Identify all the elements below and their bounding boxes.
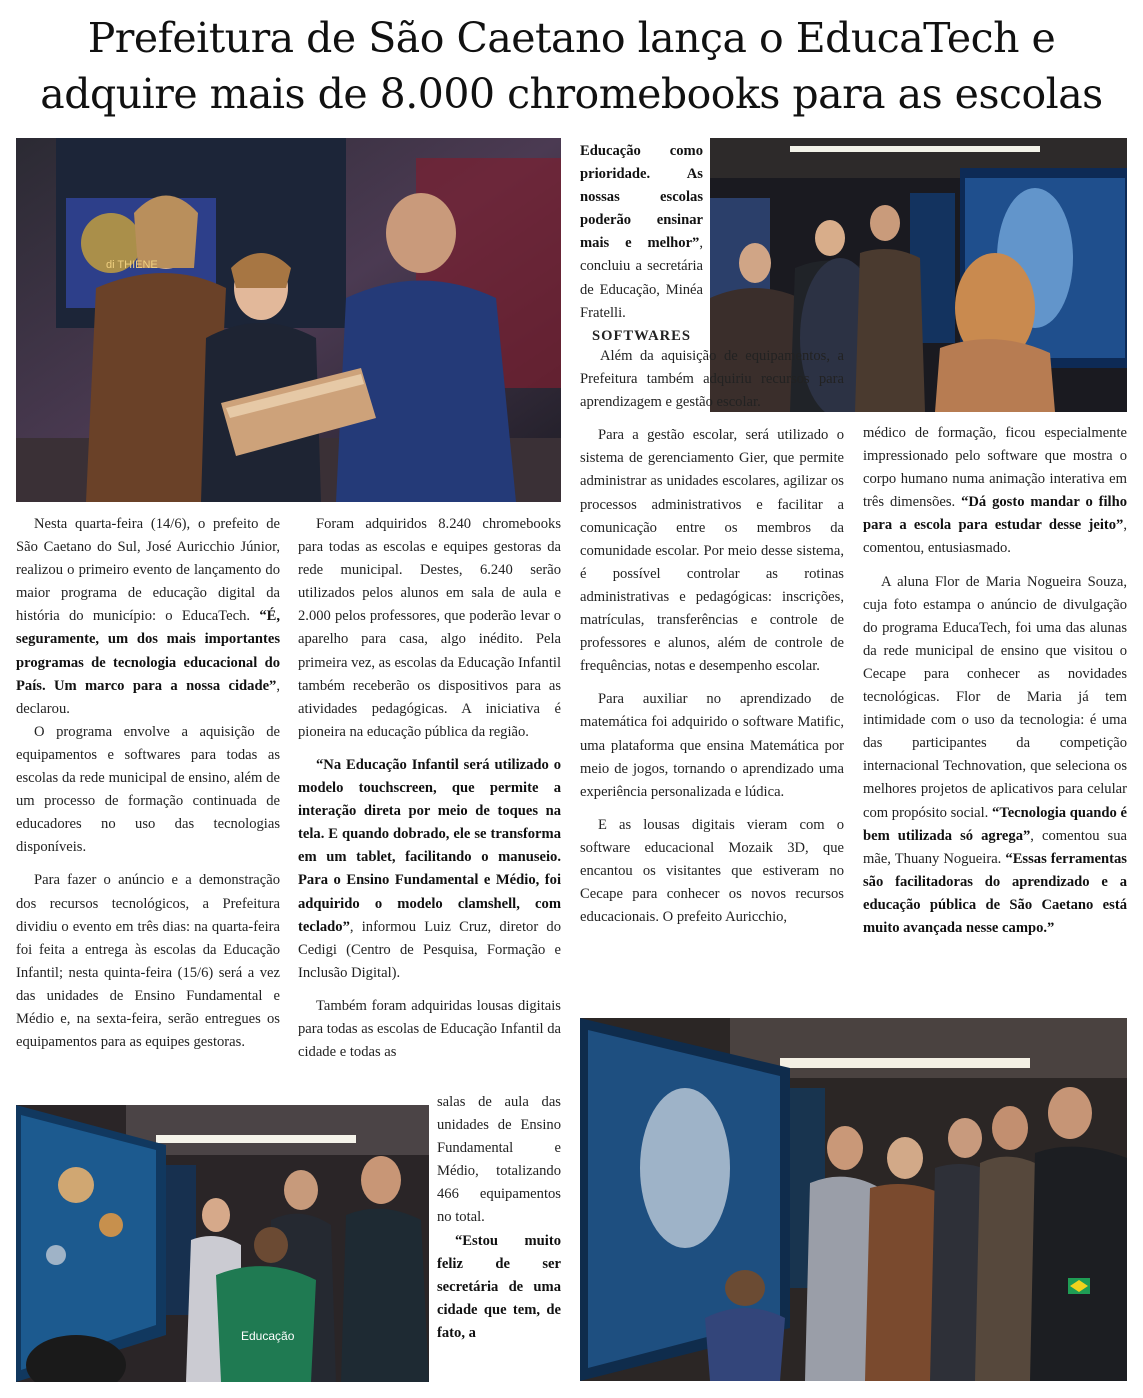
photo-officials-chromebook-box-icon (16, 138, 561, 502)
article-column-2 (298, 513, 561, 1064)
col2-narrow-quote: “Estou muito feliz de ser secretária de uma cidade que tem, de fato, a (437, 1232, 561, 1341)
headline-line-1: Prefeitura de São Caetano lança o EducaTech e (87, 14, 1056, 62)
col1-paragraph-1 (16, 513, 280, 721)
article-headline (0, 10, 1143, 122)
article-column-2-narrow (437, 1091, 561, 1345)
col4-p2-text: A aluna Flor de Maria Nogueira Souza, cuja foto estampa o anúncio de divulgação do programa EducaTech, foi uma das alunas da rede municipal de ensino que visitou o Cecape para conhecer as novidades tecnológicas. Flor de Maria já tem intimidade com o uso da tecnologia: é uma das participantes da competição internacional Technovation, que seleciona os melhores projetos de aplicativos para celular com propósito social. (863, 573, 1127, 821)
photo-crowd-watching-screen-icon (580, 1018, 1127, 1381)
col1-paragraph-3: Para fazer o anúncio e a demonstração dos recursos tecnológicos, a Prefeitura dividiu o evento em três dias: na quarta-feira foi feita a entrega às escolas da Educação Infantil; nesta quinta-feira (15/6) será a vez das unidades de Ensino Fundamental e Médio e, na sexta-feira, serão entregues os equipamentos para as equipes gestoras. (16, 872, 280, 1051)
headline-line-2: adquire mais de 8.000 chromebooks para as escolas (40, 70, 1103, 118)
col2-paragraph-3: Também foram adquiridas lousas digitais para todas as escolas de Educação Infantil da cidade e todas as (298, 997, 561, 1061)
col1-p1-attribution: , declarou. (16, 677, 280, 717)
article-column-3-top (580, 140, 703, 348)
col4-p1-text: médico de formação, ficou especialmente impressionado pelo software que mostra o corpo humano numa animação interativa em três dimensões. (863, 425, 1127, 511)
article-column-3 (580, 345, 844, 929)
photo-bottom-left (16, 1105, 429, 1382)
col2-p2-attribution: , informou Luiz Cruz, diretor do Cedigi (Centro de Pesquisa, Formação e Inclusão Digital). (298, 918, 561, 981)
section-subhead-softwares: SOFTWARES (591, 327, 692, 344)
col4-p2-quote-2: “Essas ferramentas são facilitadoras do aprendizado e a educação pública de São Caetano está muito avançada nesse campo.” (863, 850, 1127, 936)
col3-top-attribution: , concluiu a secretária de Educação, Minéa Fratelli. (580, 235, 703, 321)
col3-paragraph-2: Para a gestão escolar, será utilizado o sistema de gerenciamento Gier, que permite administrar as unidades escolares, agilizar os processos administrativos e facilitar a comunicação entre os membros da comunidade escolar. Por meio desse sistema, é possível controlar as rotinas administrativas e pedagógicas: inscrições, matrículas, transferências e controle de professores e alunos, além de controle de frequências, notas e desempenho escolar. (580, 427, 844, 675)
col2-narrow-text: salas de aula das unidades de Ensino Fundamental e Médio, totalizando 466 equipamentos no total. (437, 1094, 561, 1226)
photo-bottom-right (580, 1018, 1127, 1381)
article-column-4 (863, 422, 1127, 940)
col3-paragraph-4: E as lousas digitais vieram com o software educacional Mozaik 3D, que encantou os visitantes que estiveram no Cecape para conhecer os novos recursos educacionais. O prefeito Auricchio, (580, 816, 844, 926)
col2-p2-quote: “Na Educação Infantil será utilizado o modelo touchscreen, que permite a interação direta por meio de toques na tela. E quando dobrado, ele se transforma em um tablet, facilitando o manuseio. Para o Ensino Fundamental e Médio, foi adquirido o modelo clamshell, com teclado” (298, 756, 561, 935)
col1-paragraph-2: O programa envolve a aquisição de equipamentos e softwares para todas as escolas da rede municipal de ensino, além de um processo de formação continuada de educadores no uso das tecnologias disponíveis. (16, 723, 280, 856)
photo-top-left (16, 138, 561, 502)
shirt-text: Educação (241, 1329, 295, 1343)
col4-p2-attribution: , comentou sua mãe, Thuany Nogueira. (863, 827, 1127, 867)
col1-p1-quote: “É, seguramente, um dos mais importantes programas de tecnologia educacional do País. Um marco para a nossa cidade” (16, 608, 280, 694)
col4-p2-quote: “Tecnologia quando é bem utilizada só agrega” (863, 804, 1127, 844)
photo-kids-touch-screens-icon (16, 1105, 429, 1382)
col2-paragraph-1: Foram adquiridos 8.240 chromebooks para todas as escolas e equipes gestoras da rede municipal. Destes, 6.240 serão utilizados pelos alunos em sala de aula e 2.000 pelos professores, que poderão levar o aparelho para casa, algo inédito. Pela primeira vez, as escolas da Educação Infantil também receberão os dispositivos para as atividades pedagógicas. A iniciativa é pioneira na educação pública da região. (298, 516, 561, 740)
article-column-1 (16, 513, 280, 1054)
col3-paragraph-3: Para auxiliar no aprendizado de matemática foi adquirido o software Matific, uma plataforma que ensina Matemática por meio de jogos, tornando o aprendizado uma experiência personalizada e lúdica. (580, 691, 844, 800)
sign-text: di THIENE (106, 259, 158, 271)
col4-p1-quote: “Dá gosto mandar o filho para a escola para estudar desse jeito” (863, 494, 1127, 534)
col4-p1-attribution: , comentou, entusiasmado. (863, 517, 1127, 557)
col4-paragraph-1 (863, 422, 1127, 561)
col4-paragraph-2 (863, 571, 1127, 941)
col3-top-quote: Educação como prioridade. As nossas escolas poderão ensinar mais e melhor” (580, 143, 703, 252)
col2-paragraph-2 (298, 754, 561, 985)
col1-p1-text: Nesta quarta-feira (14/6), o prefeito de São Caetano do Sul, José Auricchio Júnior, realizou o primeiro evento de lançamento do maior programa de educação digital da história do município: o EducaTech. (16, 516, 280, 625)
col3-softwares-paragraph: Além da aquisição de equipamentos, a Prefeitura também adquiriu recursos para aprendizagem e gestão escolar. (580, 348, 844, 411)
